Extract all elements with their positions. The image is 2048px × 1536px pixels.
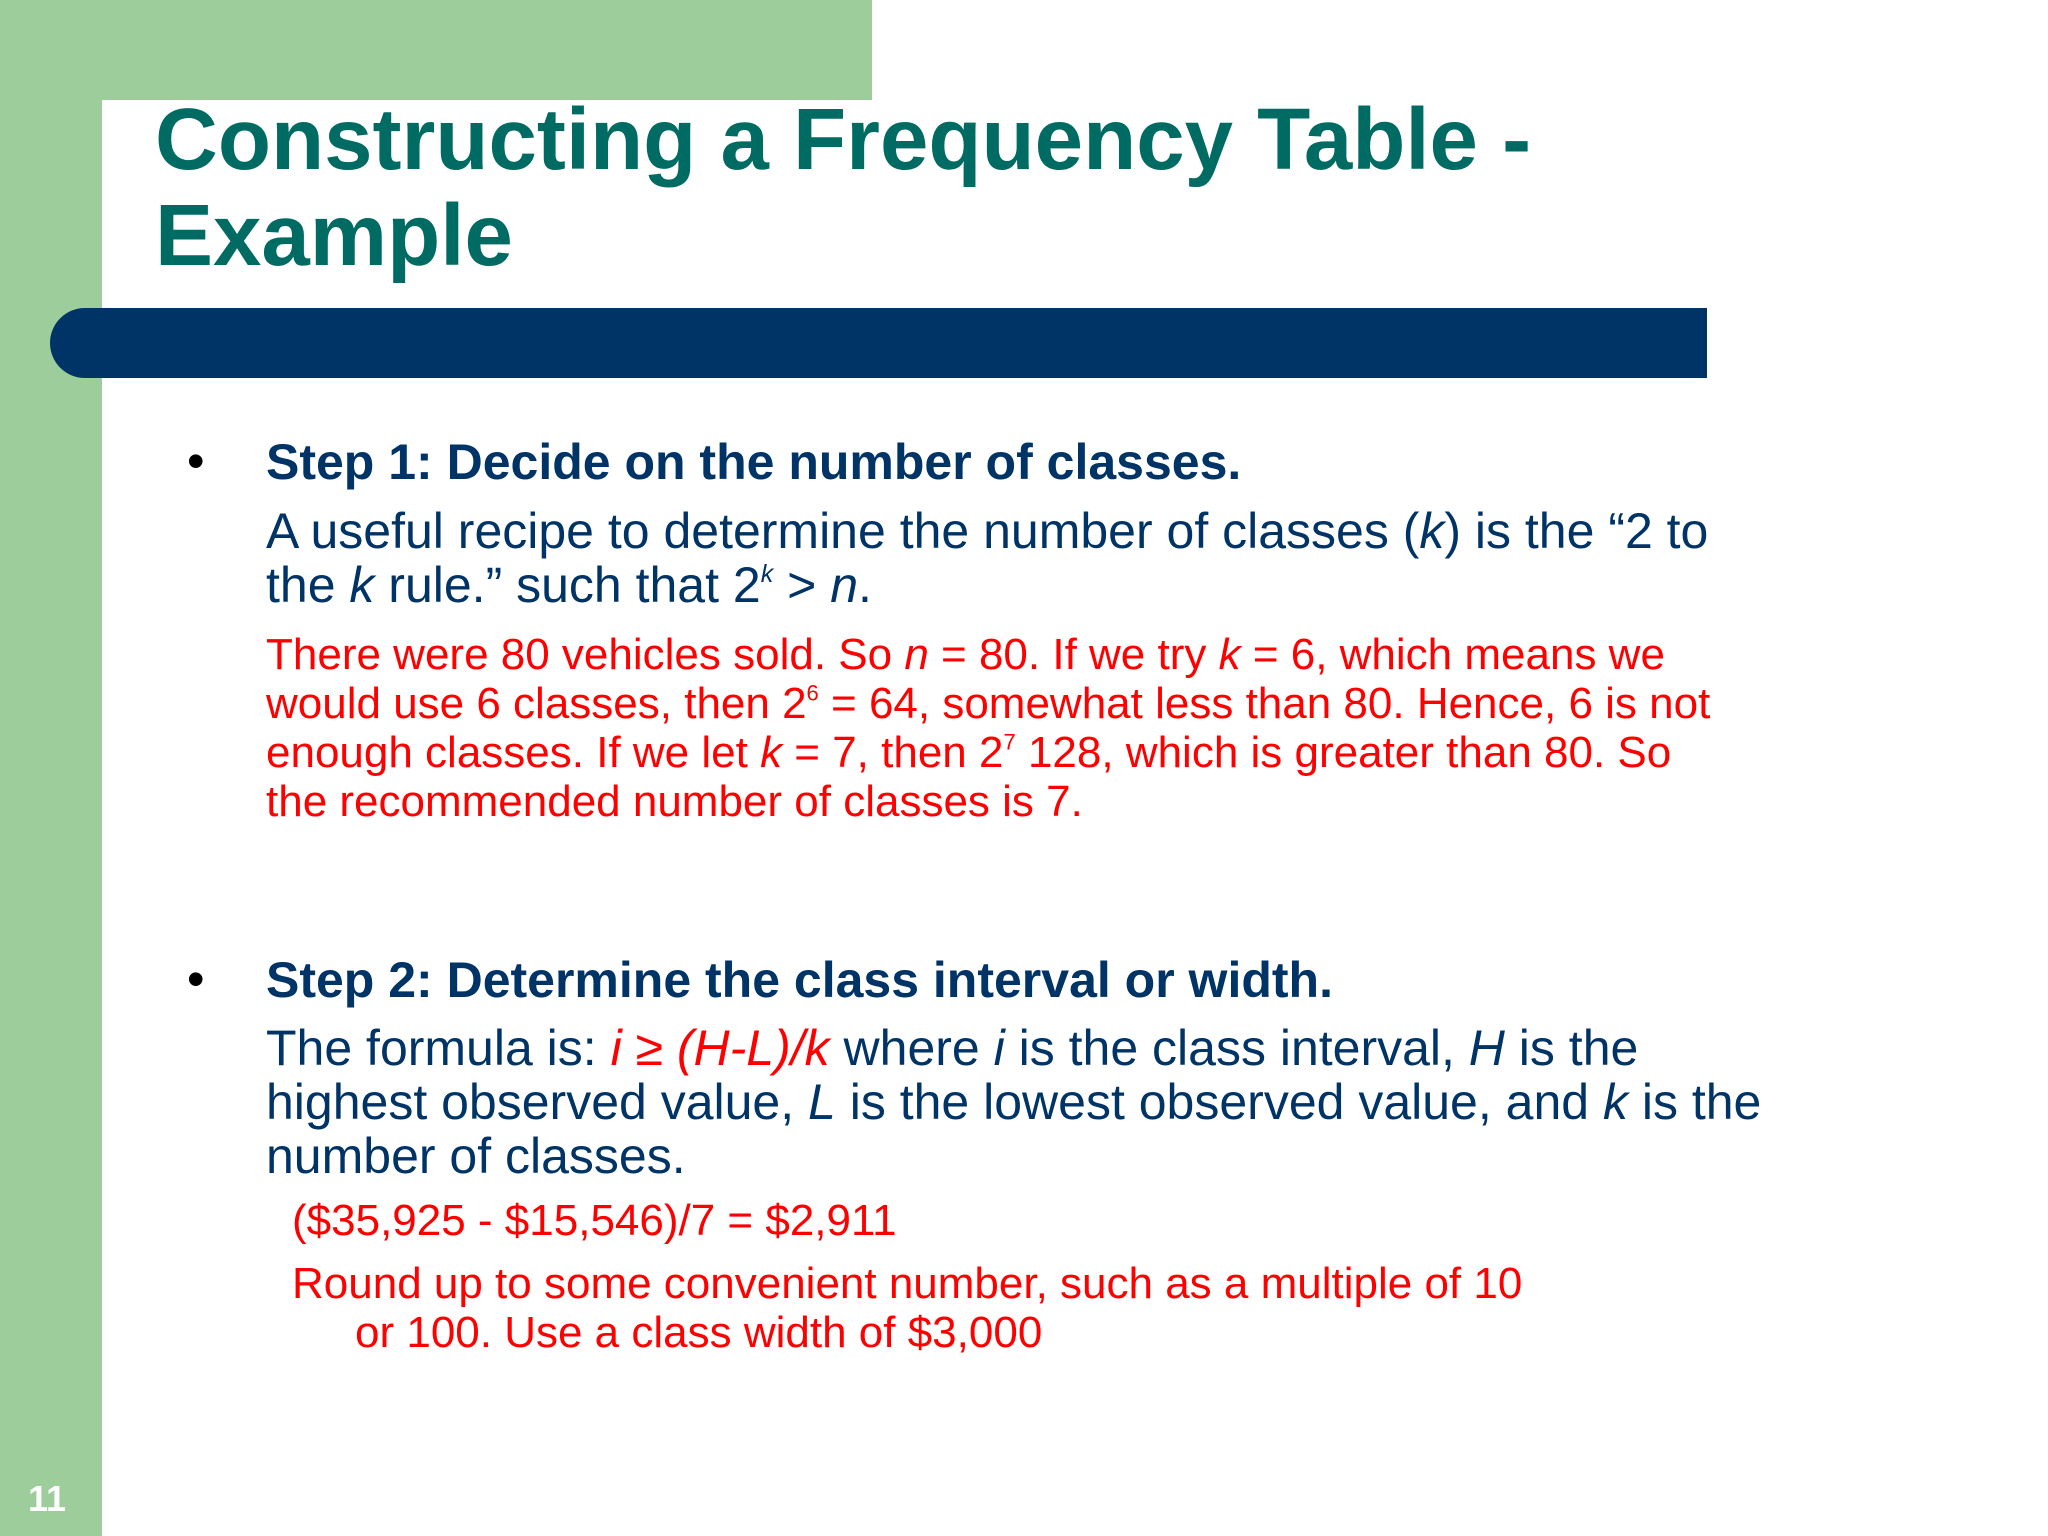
- side-band: [0, 0, 102, 1536]
- step1-example: There were 80 vehicles sold. So n = 80. If we try k = 6, which means we would use 6 classes, then $2^6 = 64$, somewhat less than 80. Hence, 6 is not enough classes. If we let k = 7, then $2^7$ 128, which is greater than 80. So the recommended number of classes is 7.: [266, 630, 1711, 826]
- step2-round-line1: Round up to some convenient number, such as a multiple of 10: [292, 1259, 1523, 1308]
- step1-heading: Step 1: Decide on the number of classes.: [266, 434, 1242, 490]
- bullet-dot: •: [187, 951, 205, 1007]
- slide-title: Constructing a Frequency Table - Example: [155, 91, 1532, 284]
- step2-calculation: ($35,925 - $15,546)/7 = $2,911: [292, 1196, 897, 1245]
- title-underline-bar: [50, 308, 1707, 378]
- step2-heading: Step 2: Determine the class interval or width.: [266, 952, 1333, 1008]
- step2-body: The formula is: i ≥ (H-L)/k where i is the class interval, H is the highest observed value, L is the lowest observed value, and k is the number of classes.: [266, 1020, 1762, 1184]
- bullet-dot: •: [187, 433, 205, 489]
- slide-number: 11: [28, 1478, 67, 1519]
- step1-body: A useful recipe to determine the number of classes (k) is the “2 to the k rule.” such that $2^k > n$.: [266, 503, 1709, 613]
- formula: i ≥ (H-L)/k: [610, 1020, 830, 1076]
- top-band: [0, 0, 872, 100]
- step2-round-line2: or 100. Use a class width of $3,000: [355, 1308, 1043, 1357]
